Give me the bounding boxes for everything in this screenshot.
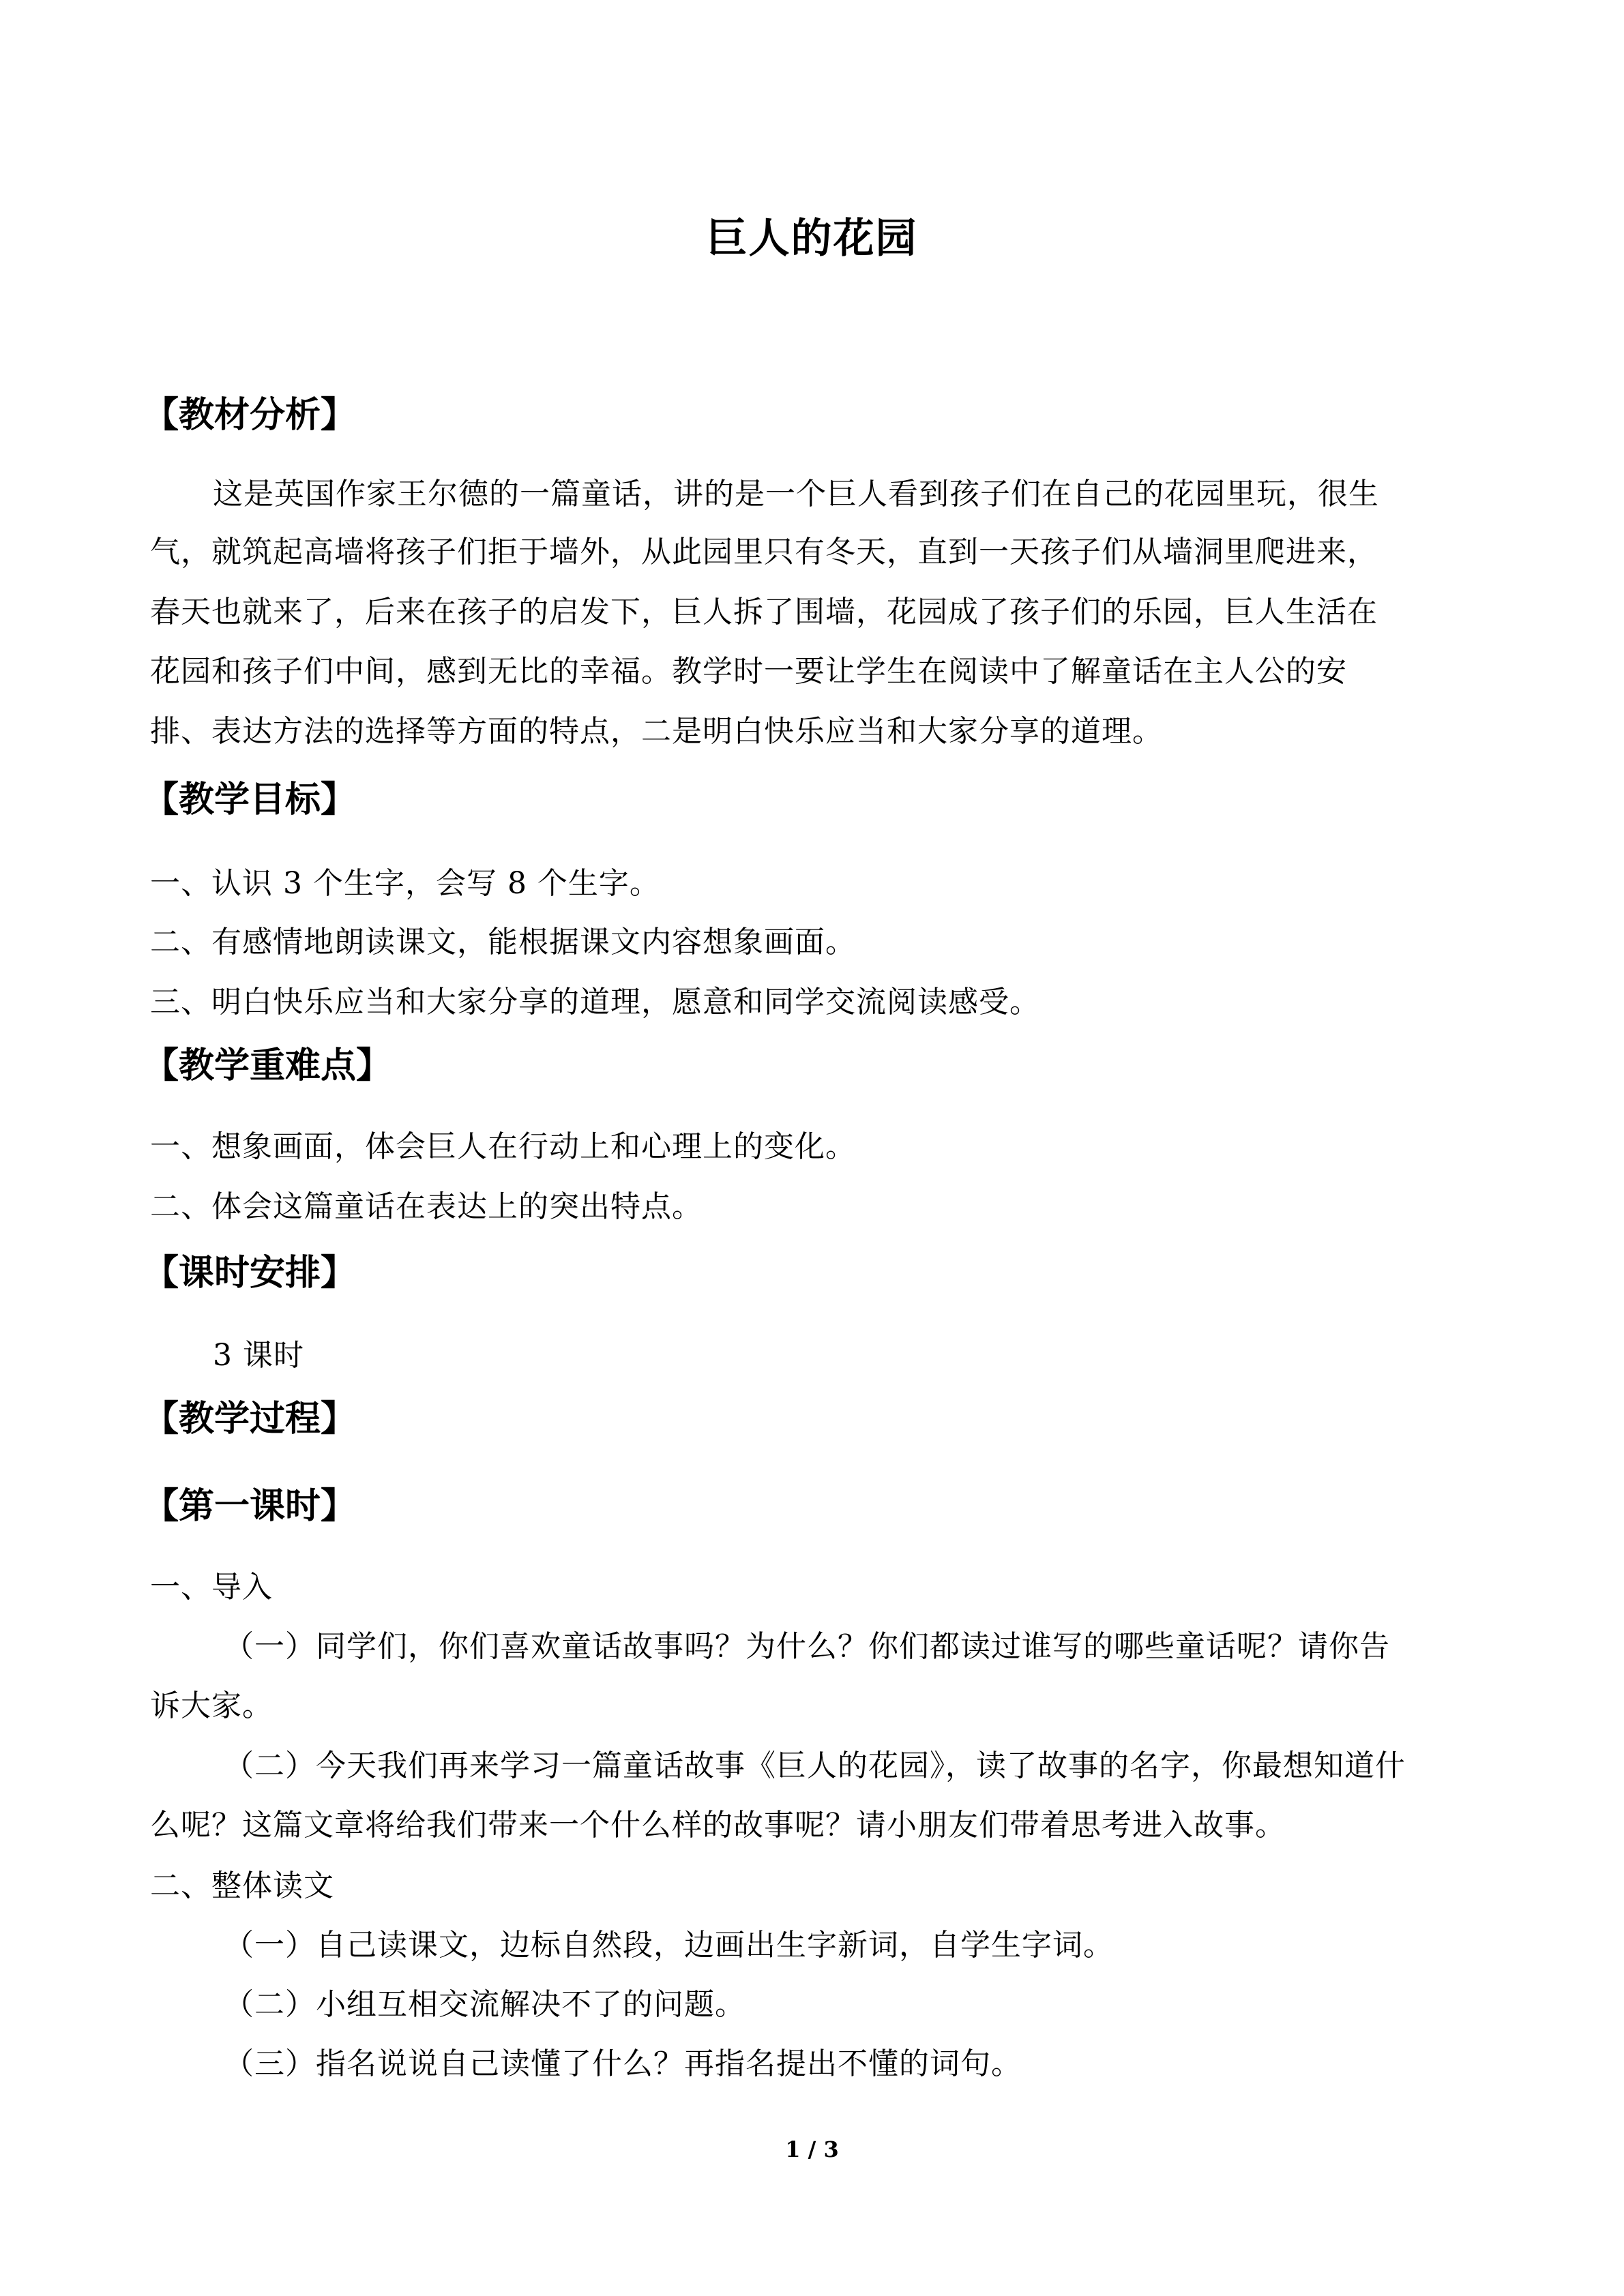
- analysis-line-3: 春天也就来了，后来在孩子的启发下，巨人拆了围墙，花园成了孩子们的乐园，巨人生活在: [150, 595, 1378, 629]
- key-point-item-2: 二、体会这篇童话在表达上的突出特点。: [150, 1189, 703, 1224]
- heading-goals: 【教学目标】: [143, 779, 357, 820]
- heading-process: 【教学过程】: [143, 1398, 357, 1440]
- lesson1-line-6: 二、整体读文: [150, 1868, 334, 1903]
- schedule-text: 3 课时: [213, 1338, 304, 1373]
- heading-key-points: 【教学重难点】: [143, 1045, 392, 1086]
- goal-item-1: 一、认识 3 个生字，会写 8 个生字。: [150, 866, 660, 901]
- analysis-line-4: 花园和孩子们中间，感到无比的幸福。教学时一要让学生在阅读中了解童话在主人公的安: [150, 654, 1347, 689]
- lesson1-line-8: （二）小组互相交流解决不了的问题。: [224, 1987, 745, 2022]
- analysis-line-5: 排、表达方法的选择等方面的特点，二是明白快乐应当和大家分享的道理。: [150, 714, 1163, 749]
- lesson1-line-7: （一）自己读课文，边标自然段，边画出生字新词，自学生字词。: [224, 1928, 1114, 1963]
- lesson1-line-2: （一）同学们，你们喜欢童话故事吗？为什么？你们都读过谁写的哪些童话呢？请你告: [224, 1629, 1390, 1664]
- heading-lesson-1: 【第一课时】: [143, 1485, 357, 1527]
- page-number: 1 / 3: [785, 2136, 839, 2162]
- key-point-item-1: 一、想象画面，体会巨人在行动上和心理上的变化。: [150, 1129, 856, 1164]
- goal-item-2: 二、有感情地朗读课文，能根据课文内容想象画面。: [150, 925, 856, 959]
- lesson1-line-9: （三）指名说说自己读懂了什么？再指名提出不懂的词句。: [224, 2046, 1022, 2081]
- analysis-line-2: 气，就筑起高墙将孩子们拒于墙外，从此园里只有冬天，直到一天孩子们从墙洞里爬进来，: [150, 535, 1378, 569]
- heading-schedule: 【课时安排】: [143, 1252, 357, 1294]
- lesson1-line-3: 诉大家。: [150, 1688, 273, 1723]
- analysis-line-1: 这是英国作家王尔德的一篇童话，讲的是一个巨人看到孩子们在自己的花园里玩，很生: [213, 477, 1379, 511]
- goal-item-3: 三、明白快乐应当和大家分享的道理，愿意和同学交流阅读感受。: [150, 985, 1040, 1019]
- lesson1-line-1: 一、导入: [150, 1570, 273, 1605]
- page-title: 巨人的花园: [706, 215, 918, 263]
- heading-analysis: 【教材分析】: [143, 394, 357, 436]
- lesson1-line-5: 么呢？这篇文章将给我们带来一个什么样的故事呢？请小朋友们带着思考进入故事。: [150, 1808, 1286, 1843]
- lesson1-line-4: （二）今天我们再来学习一篇童话故事《巨人的花园》，读了故事的名字，你最想知道什: [224, 1748, 1406, 1783]
